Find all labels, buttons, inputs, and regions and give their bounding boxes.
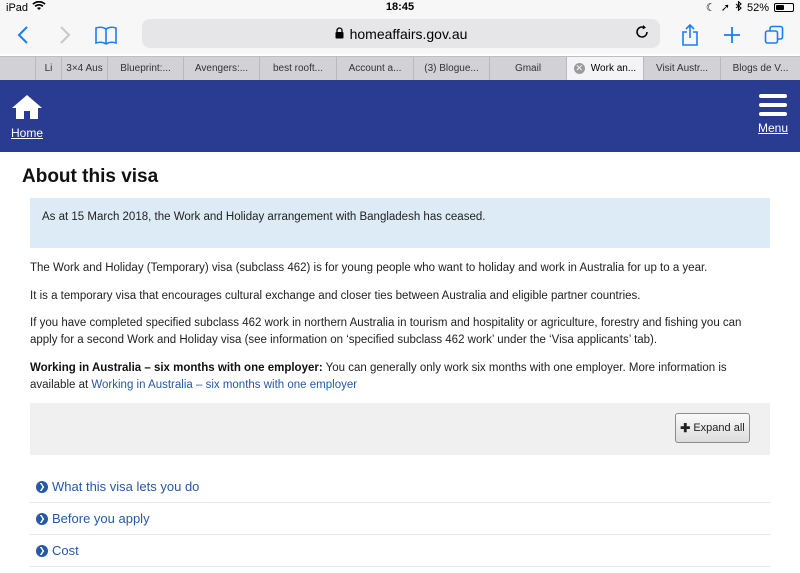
tab-label: Blogs de V...	[732, 63, 789, 74]
browser-toolbar	[0, 16, 800, 54]
accordion-cost[interactable]	[30, 535, 770, 567]
page-title: About this visa	[22, 166, 159, 187]
location-arrow-icon: ➚	[720, 2, 730, 14]
intro-paragraph: The Work and Holiday (Temporary) visa (subclass 462) is for young people who want to holiday and work in Australia for up to a year.	[30, 262, 708, 274]
tab-item[interactable]	[62, 57, 108, 80]
status-bar	[0, 0, 800, 16]
back-button[interactable]	[10, 22, 36, 48]
new-tab-button[interactable]	[719, 22, 745, 48]
tab-label: Work an...	[590, 63, 637, 74]
book-icon	[94, 25, 118, 45]
hamburger-icon	[756, 94, 790, 116]
chevron-right-circle-icon: ❯	[36, 545, 48, 557]
device-name: iPad	[6, 1, 29, 14]
tab-label: Avengers:...	[194, 63, 249, 74]
accordion-before-you-apply[interactable]	[30, 503, 770, 535]
url-text: homeaffairs.gov.au	[349, 25, 468, 42]
tab-item[interactable]	[414, 57, 490, 80]
accordion-what-this-visa-lets-you-do[interactable]	[30, 471, 770, 503]
reload-button[interactable]	[634, 24, 650, 43]
battery-percent: 52%	[746, 1, 769, 14]
expand-all-button[interactable]	[675, 413, 750, 443]
tab-item-active[interactable]	[567, 57, 644, 80]
employer-heading: Working in Australia – six months with one employer:	[30, 362, 323, 374]
tab-label: (3) Blogue...	[424, 63, 479, 74]
tab-label: Li	[44, 63, 53, 74]
home-icon	[11, 94, 43, 120]
forward-button[interactable]	[52, 22, 78, 48]
tab-item[interactable]	[337, 57, 414, 80]
bluetooth-icon	[735, 1, 742, 14]
notice-box	[30, 198, 770, 248]
tab-item[interactable]	[721, 57, 800, 80]
bookmarks-button[interactable]	[93, 22, 119, 48]
share-icon	[681, 24, 699, 46]
home-label: Home	[10, 126, 43, 140]
menu-button[interactable]	[756, 94, 790, 135]
accordion-label: Before you apply	[52, 511, 150, 526]
share-button[interactable]	[677, 22, 703, 48]
close-tab-icon[interactable]: ✕	[575, 63, 584, 73]
tab-label: Gmail	[514, 63, 542, 74]
status-right	[706, 1, 794, 14]
expand-panel	[30, 403, 770, 455]
tab-item[interactable]	[260, 57, 337, 80]
tab-label: Account a...	[348, 63, 402, 74]
employer-paragraph	[30, 360, 770, 394]
chevron-right-circle-icon: ❯	[36, 513, 48, 525]
clock: 18:45	[385, 1, 415, 13]
tab-item[interactable]	[184, 57, 260, 80]
moon-icon: ☾	[705, 2, 716, 14]
description-paragraph: It is a temporary visa that encourages cultural exchange and closer ties between Australia and eligible partner countries.	[30, 290, 641, 302]
chevron-left-icon	[17, 25, 29, 45]
tab-item[interactable]	[36, 57, 62, 80]
tab-scroll-handle[interactable]	[0, 57, 36, 80]
site-header	[0, 80, 800, 152]
tab-item[interactable]	[644, 57, 721, 80]
employer-text: You can generally only work six months with one employer. More information is available at	[30, 362, 727, 391]
tab-label: best rooft...	[272, 63, 324, 74]
second-visa-paragraph: If you have completed specified subclass 462 work in northern Australia in tourism and hospitality or agriculture, forestry and fishing you can apply for a second Work and Holiday visa (see information on ‘specified subclass 462 work’ under the ‘Visa applicants’ tab).	[30, 317, 742, 346]
plus-icon	[723, 26, 741, 44]
battery-icon	[774, 3, 794, 12]
tab-label: Visit Austr...	[655, 63, 709, 74]
accordion-label: What this visa lets you do	[52, 479, 200, 494]
menu-label: Menu	[757, 121, 789, 135]
home-link[interactable]	[10, 94, 44, 140]
chevron-right-icon	[59, 25, 71, 45]
expand-all-label: Expand all	[693, 422, 745, 434]
tab-item[interactable]	[108, 57, 184, 80]
accordion-label: Cost	[52, 543, 79, 558]
tab-label: Blueprint:...	[120, 63, 171, 74]
plus-icon: ✚	[680, 421, 691, 435]
notice-text: As at 15 March 2018, the Work and Holiday arrangement with Bangladesh has ceased.	[42, 211, 486, 223]
lock-icon	[335, 26, 344, 42]
tab-item[interactable]	[490, 57, 567, 80]
tab-strip	[0, 56, 800, 80]
address-bar[interactable]	[142, 19, 660, 48]
chevron-right-circle-icon: ❯	[36, 481, 48, 493]
tabs-overview-button[interactable]	[761, 22, 787, 48]
reload-icon	[634, 24, 650, 40]
tab-label: 3×4 Aus	[66, 63, 103, 74]
tabs-icon	[764, 25, 784, 45]
employer-link[interactable]: Working in Australia – six months with one employer	[91, 379, 358, 391]
